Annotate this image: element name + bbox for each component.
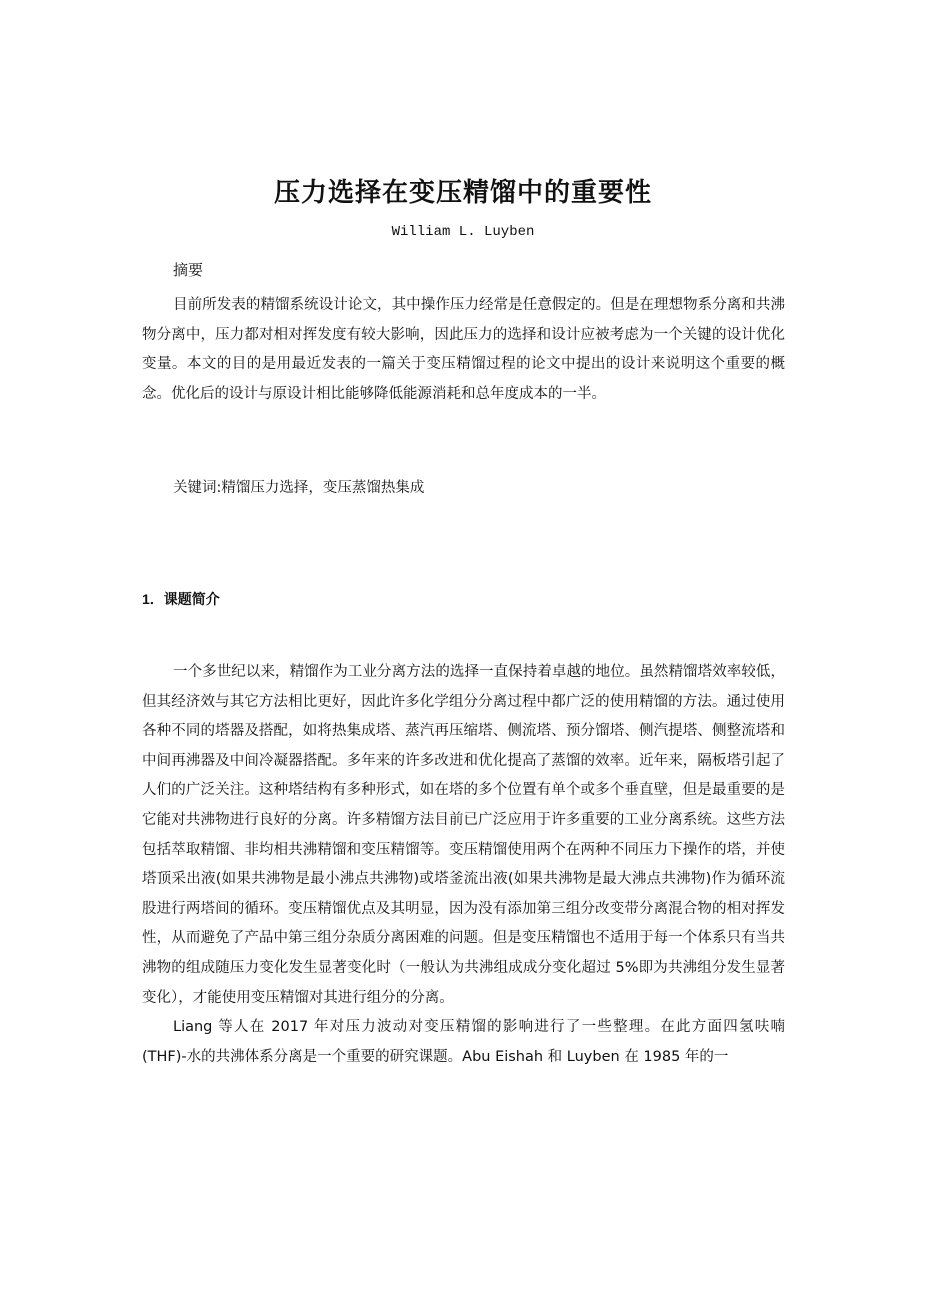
abstract-paragraph: 目前所发表的精馏系统设计论文，其中操作压力经常是任意假定的。但是在理想物系分离和共沸物分离中，压力都对相对挥发度有较大影响，因此压力的选择和设计应被考虑为一个关键的设计优化变量。本文的目的是用最近发表的一篇关于变压精馏过程的论文中提出的设计来说明这个重要的概念。优化后的设计与原设计相比能够降低能源消耗和总年度成本的一半。 <box>142 297 785 402</box>
keywords-line: 关键词:精馏压力选择，变压蒸馏热集成 <box>173 480 425 496</box>
body-paragraph: 一个多世纪以来，精馏作为工业分离方法的选择一直保持着卓越的地位。虽然精馏塔效率较低，但其经济效与其它方法相比更好，因此许多化学组分分离过程中都广泛的使用精馏的方法。通过使用各种不同的塔器及搭配，如将热集成塔、蒸汽再压缩塔、侧流塔、预分馏塔、侧汽提塔、侧整流塔和中间再沸器及中间冷凝器搭配。多年来的许多改进和优化提高了蒸馏的效率。近年来，隔板塔引起了人们的广泛关注。这种塔结构有多种形式，如在塔的多个位置有单个或多个垂直壁，但是最重要的是它能对共沸物进行良好的分离。许多精馏方法目前已广泛应用于许多重要的工业分离系统。这些方法包括萃取精馏、非均相共沸精馏和变压精馏等。变压精馏使用两个在两种不同压力下操作的塔，并使塔顶采出液(如果共沸物是最小沸点共沸物)或塔釜流出液(如果共沸物是最大沸点共沸物)作为循环流股进行两塔间的循环。变压精馏优点及其明显，因为没有添加第三组分改变带分离混合物的相对挥发性，从而避免了产品中第三组分杂质分离困难的问题。但是变压精馏也不适用于每一个体系只有当共沸物的组成随压力变化发生显著变化时（一般认为共沸组成成分变化超过 5%即为共沸组分发生显著变化），才能使用变压精馏对其进行组分的分离。 <box>142 664 785 1006</box>
body-paragraph: Liang 等人在 2017 年对压力波动对变压精馏的影响进行了一些整理。在此方面四氢呋喃(THF)-水的共沸体系分离是一个重要的研究课题。Abu Eishah 和 Luyben 在 1985 年的一 <box>142 1019 785 1065</box>
abstract-body <box>142 291 785 409</box>
paper-title: 压力选择在变压精馏中的重要性 <box>273 178 652 208</box>
section-heading-introduction: 1．课题简介 <box>142 591 220 607</box>
abstract-label: 摘要 <box>173 261 204 279</box>
section-body <box>142 658 785 1072</box>
paper-author: William L. Luyben <box>391 224 535 240</box>
